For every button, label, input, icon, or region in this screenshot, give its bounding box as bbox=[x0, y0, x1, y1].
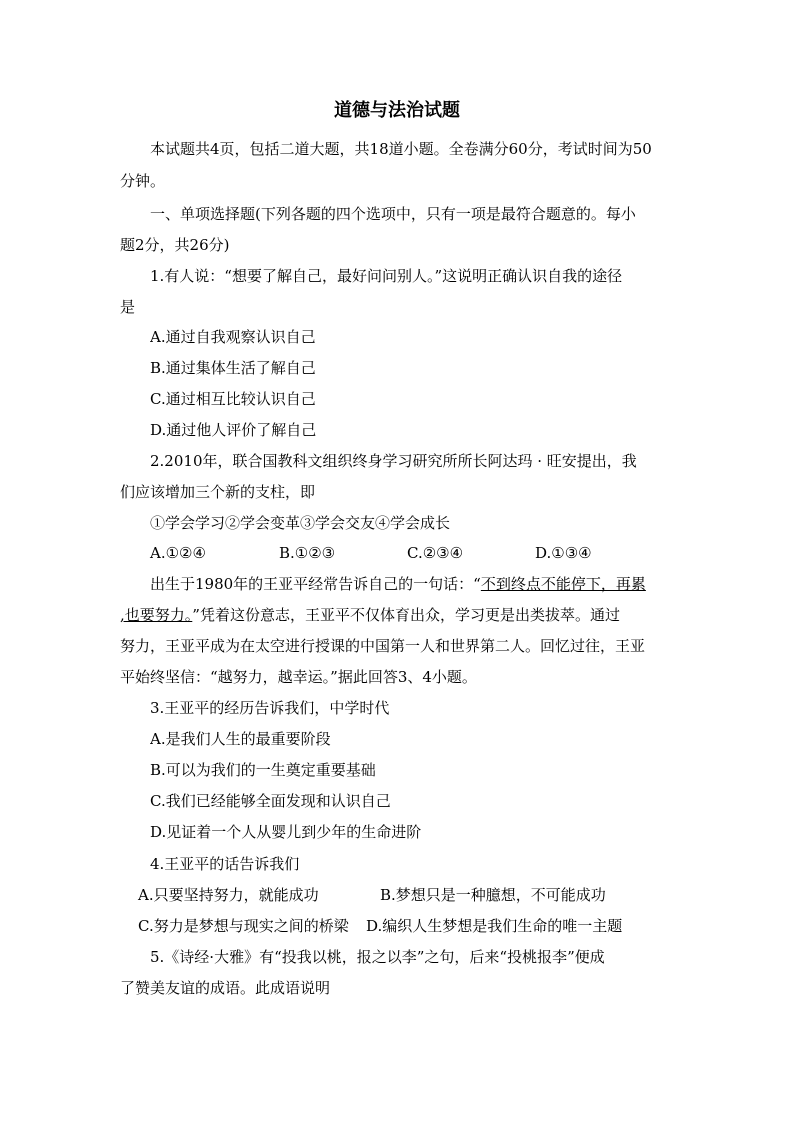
question-3-option-b: B.可以为我们的一生奠定重要基础 bbox=[150, 761, 376, 779]
intro-line-2: 分钟。 bbox=[120, 172, 166, 190]
question-1-option-b: B.通过集体生活了解自己 bbox=[150, 359, 316, 377]
question-1-option-c: C.通过相互比较认识自己 bbox=[150, 390, 316, 408]
question-4-option-d: D.编织人生梦想是我们生命的唯一主题 bbox=[366, 917, 623, 935]
intro-line-1: 本试题共4页，包括二道大题，共18道小题。全卷满分60分，考试时间为50 bbox=[150, 140, 652, 158]
question-5-stem-line-1: 5.《诗经·大雅》有“投我以桃，报之以李”之句，后来“投桃报李”便成 bbox=[150, 948, 605, 966]
question-3-option-d: D.见证着一个人从婴儿到少年的生命进阶 bbox=[150, 823, 422, 841]
question-2-option-c: C.②③④ bbox=[407, 544, 464, 562]
passage-line-1 bbox=[150, 574, 676, 594]
passage-text: ”凭着这份意志，王亚平不仅体育出众，学习更是出类拔萃。通过 bbox=[192, 606, 620, 624]
question-2-stem-line-1: 2.2010年，联合国教科文组织终身学习研究所所长阿达玛 · 旺安提出，我 bbox=[150, 452, 637, 470]
question-2-option-d: D.①③④ bbox=[535, 544, 592, 562]
question-5-stem-line-2: 了赞美友谊的成语。此成语说明 bbox=[120, 979, 331, 997]
passage-text: 出生于1980年的王亚平经常告诉自己的一句话：“ bbox=[150, 575, 481, 593]
passage-line-3: 努力，王亚平成为在太空进行授课的中国第一人和世界第二人。回忆过往，王亚 bbox=[120, 637, 646, 655]
question-2-option-b: B.①②③ bbox=[279, 544, 336, 562]
section-heading-line-1: 一、单项选择题(下列各题的四个选项中，只有一项是最符合题意的。每小 bbox=[150, 205, 636, 223]
passage-quote: ,也要努力。 bbox=[120, 606, 193, 624]
section-heading-line-2: 题2分，共26分) bbox=[120, 236, 230, 254]
question-2-items: ①学会学习②学会变革③学会交友④学会成长 bbox=[150, 514, 451, 532]
passage-line-4: 平始终坚信：“越努力，越幸运。”据此回答3、4小题。 bbox=[120, 668, 477, 686]
question-4-stem: 4.王亚平的话告诉我们 bbox=[150, 855, 300, 873]
question-1-stem-line-1: 1.有人说：“想要了解自己，最好问问别人。”这说明正确认识自我的途径 bbox=[150, 267, 623, 285]
passage-line-2 bbox=[120, 605, 676, 625]
question-4-option-b: B.梦想只是一种臆想，不可能成功 bbox=[380, 886, 606, 904]
question-3-option-a: A.是我们人生的最重要阶段 bbox=[150, 730, 331, 748]
question-1-option-a: A.通过自我观察认识自己 bbox=[150, 328, 316, 346]
question-1-option-d: D.通过他人评价了解自己 bbox=[150, 421, 317, 439]
page-title: 道德与法治试题 bbox=[334, 100, 460, 121]
question-2-stem-line-2: 们应该增加三个新的支柱，即 bbox=[120, 483, 316, 501]
question-4-option-c: C.努力是梦想与现实之间的桥梁 bbox=[138, 917, 349, 935]
question-3-stem: 3.王亚平的经历告诉我们，中学时代 bbox=[150, 699, 390, 717]
question-4-option-a: A.只要坚持努力，就能成功 bbox=[138, 886, 319, 904]
question-2-option-a: A.①②④ bbox=[150, 544, 206, 562]
passage-quote: 不到终点不能停下，再累 bbox=[480, 575, 646, 593]
question-1-stem-line-2: 是 bbox=[120, 298, 136, 316]
question-3-option-c: C.我们已经能够全面发现和认识自己 bbox=[150, 792, 391, 810]
